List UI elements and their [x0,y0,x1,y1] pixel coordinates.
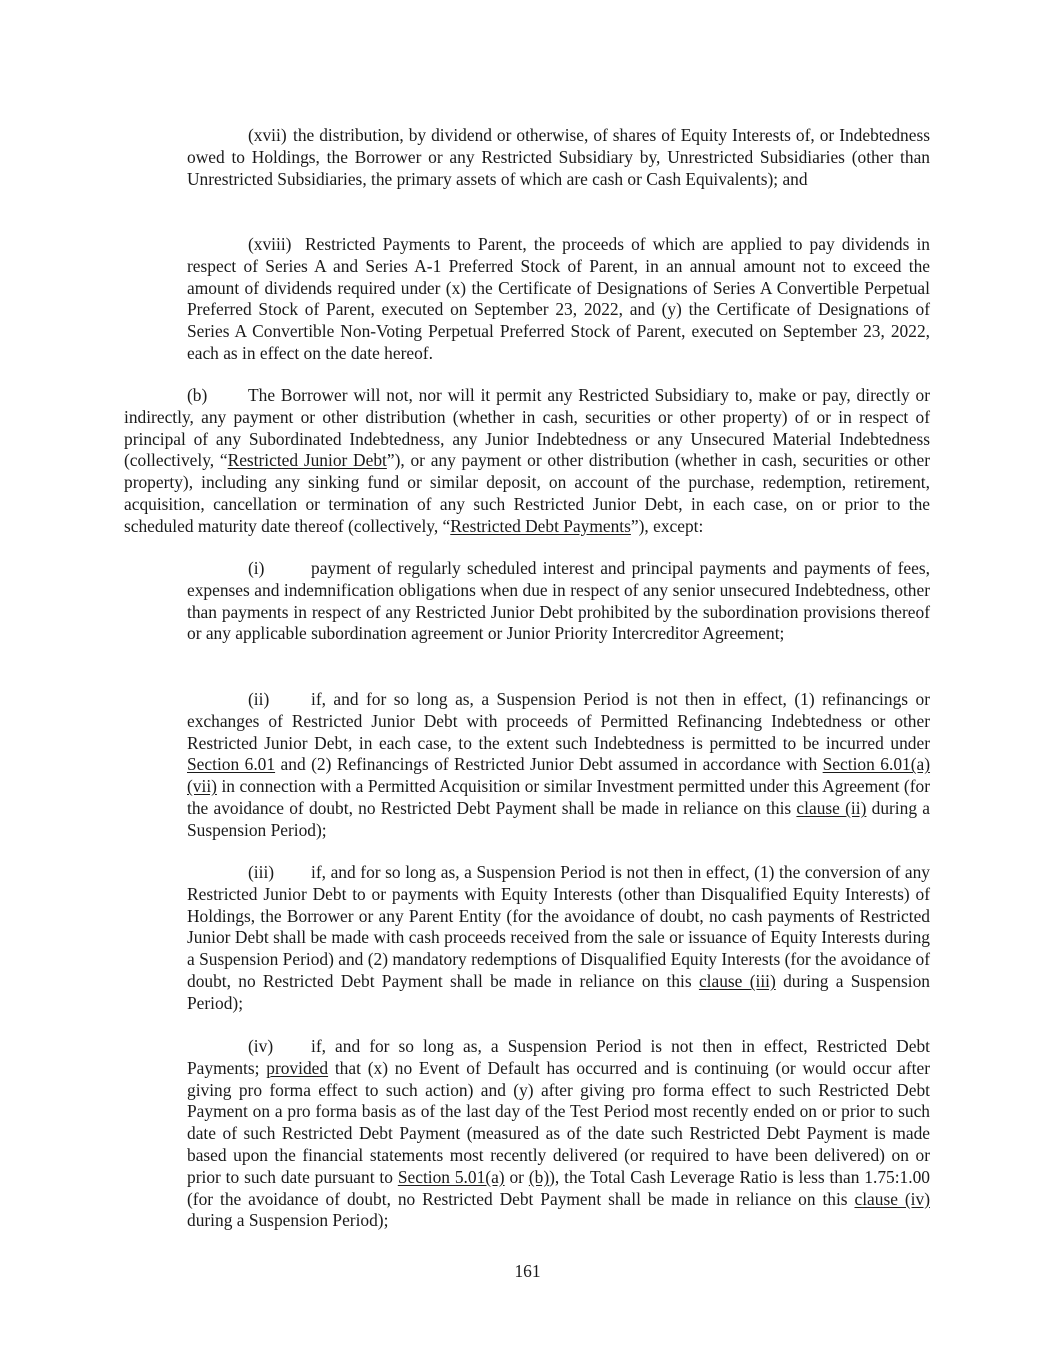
link-clause-iv[interactable]: clause (iv) [854,1188,930,1209]
defined-term-restricted-debt-payments: Restricted Debt Payments [450,515,631,536]
clause-label: (b) [187,385,208,405]
paragraph-iii: (iii) if, and for so long as, a Suspension Period is not then in effect, (1) the conversion of any Restricted Junior Debt to or payments with Equity Interests (other than Disqualified Equity Interests) of Holdings, the Borrower or any Parent Entity (for the avoidance of doubt, no cash payments of Restricted Junior Debt shall be made with cash proceeds received from the sale or issuance of Equity Interests during a Suspension Period) and (2) mandatory redemptions of Disqualified Equity Interests (for the avoidance of doubt, no Restricted Debt Payment shall be made in reliance on this clause (iii) during a Suspension Period); [187,862,930,1013]
paragraph-b: (b) The Borrower will not, nor will it permit any Restricted Subsidiary to, make or pay, directly or indirectly, any payment or other distribution (whether in cash, securities or other property) of or in respect of principal of any Subordinated Indebtedness, any Junior Indebtedness or any Unsecured Material Indebtedness (collectively, “Restricted Junior Debt”), or any payment or other distribution (whether in cash, securities or other property), including any sinking fund or similar deposit, on account of the purchase, redemption, retirement, acquisition, cancellation or termination of any such Restricted Junior Debt, in each case, on or prior to the scheduled maturity date thereof (collectively, “Restricted Debt Payments”), except: [124,385,931,536]
paragraph-xvii [187,125,930,190]
link-clause-iii[interactable]: clause (iii) [698,970,776,991]
paragraph-xviii [187,234,930,365]
link-section-6-01-a-vii[interactable]: Section 6.01(a)(vii) [187,754,931,797]
clause-label: (iv) [248,1036,274,1056]
link-clause-ii[interactable]: clause (ii) [796,797,867,818]
clause-text: the distribution, by dividend or otherwise, of shares of Equity Interests of, or Indebtedness owed to Holdings, the Borrower or any Restricted Subsidiary by, Unrestricted Subsidiaries (other than Unrestricted Subsidiaries, the primary assets of which are cash or Cash Equivalents); and [187,125,930,189]
clause-label: (xvii) [248,125,287,145]
clause-label: (xviii) [248,234,292,254]
paragraph-iv: (iv) if, and for so long as, a Suspension Period is not then in effect, Restricted Debt Payments; provided that (x) no Event of Default has occurred and is continuing (or would occur after giving pro forma effect to such action) and (y) after giving pro forma effect to such Restricted Debt Payment on a pro forma basis as of the last day of the Test Period most recently ended on or prior to such date of such Restricted Debt Payment (measured as of the date such Restricted Debt Payment is made based upon the financial statements most recently delivered (or required to have been delivered) on or prior to such date pursuant to Section 5.01(a) or (b)), the Total Cash Leverage Ratio is less than 1.75:1.00 (for the avoidance of doubt, no Restricted Debt Payment shall be made in reliance on this clause (iv) during a Suspension Period); [187,1036,931,1231]
clause-text: Restricted Payments to Parent, the proceeds of which are applied to pay dividends in respect of Series A and Series A-1 Preferred Stock of Parent, in an annual amount not to exceed the amount of dividends required under (x) the Certificate of Designations of Series A Convertible Perpetual Preferred Stock of Parent, executed on September 23, 2022, and (y) the Certificate of Designations of Series A Convertible Non-Voting Perpetual Preferred Stock of Parent, executed on September 23, 2022, each as in effect on the date hereof. [187,234,930,363]
defined-term-provided: provided [266,1057,329,1078]
paragraph-ii: (ii) if, and for so long as, a Suspension Period is not then in effect, (1) refinancings or exchanges of Restricted Junior Debt with proceeds of Permitted Refinancing Indebtedness or other Restricted Junior Debt, in each case, to the extent such Indebtedness is permitted to be incurred under Section 6.01 and (2) Refinancings of Restricted Junior Debt assumed in accordance with Section 6.01(a)(vii) in connection with a Permitted Acquisition or similar Investment permitted under this Agreement (for the avoidance of doubt, no Restricted Debt Payment shall be made in reliance on this clause (ii) during a Suspension Period); [187,689,931,840]
page-number: 161 [514,1261,541,1281]
clause-text: payment of regularly scheduled interest and principal payments and payments of fees, expenses and indemnification obligations when due in respect of any senior unsecured Indebtedness, other than payments in respect of any Restricted Junior Debt prohibited by the subordination provisions thereof or any applicable subordination agreement or Junior Priority Intercreditor Agreement; [187,558,930,644]
link-section-6-01[interactable]: Section 6.01 [187,754,276,775]
defined-term-restricted-junior-debt: Restricted Junior Debt [227,450,387,471]
clause-label: (ii) [248,689,270,709]
link-section-5-01-b[interactable]: (b) [528,1166,550,1187]
paragraph-i [187,558,930,645]
link-section-5-01-a[interactable]: Section 5.01(a) [397,1166,505,1187]
clause-label: (iii) [248,862,275,882]
clause-label: (i) [248,558,265,578]
